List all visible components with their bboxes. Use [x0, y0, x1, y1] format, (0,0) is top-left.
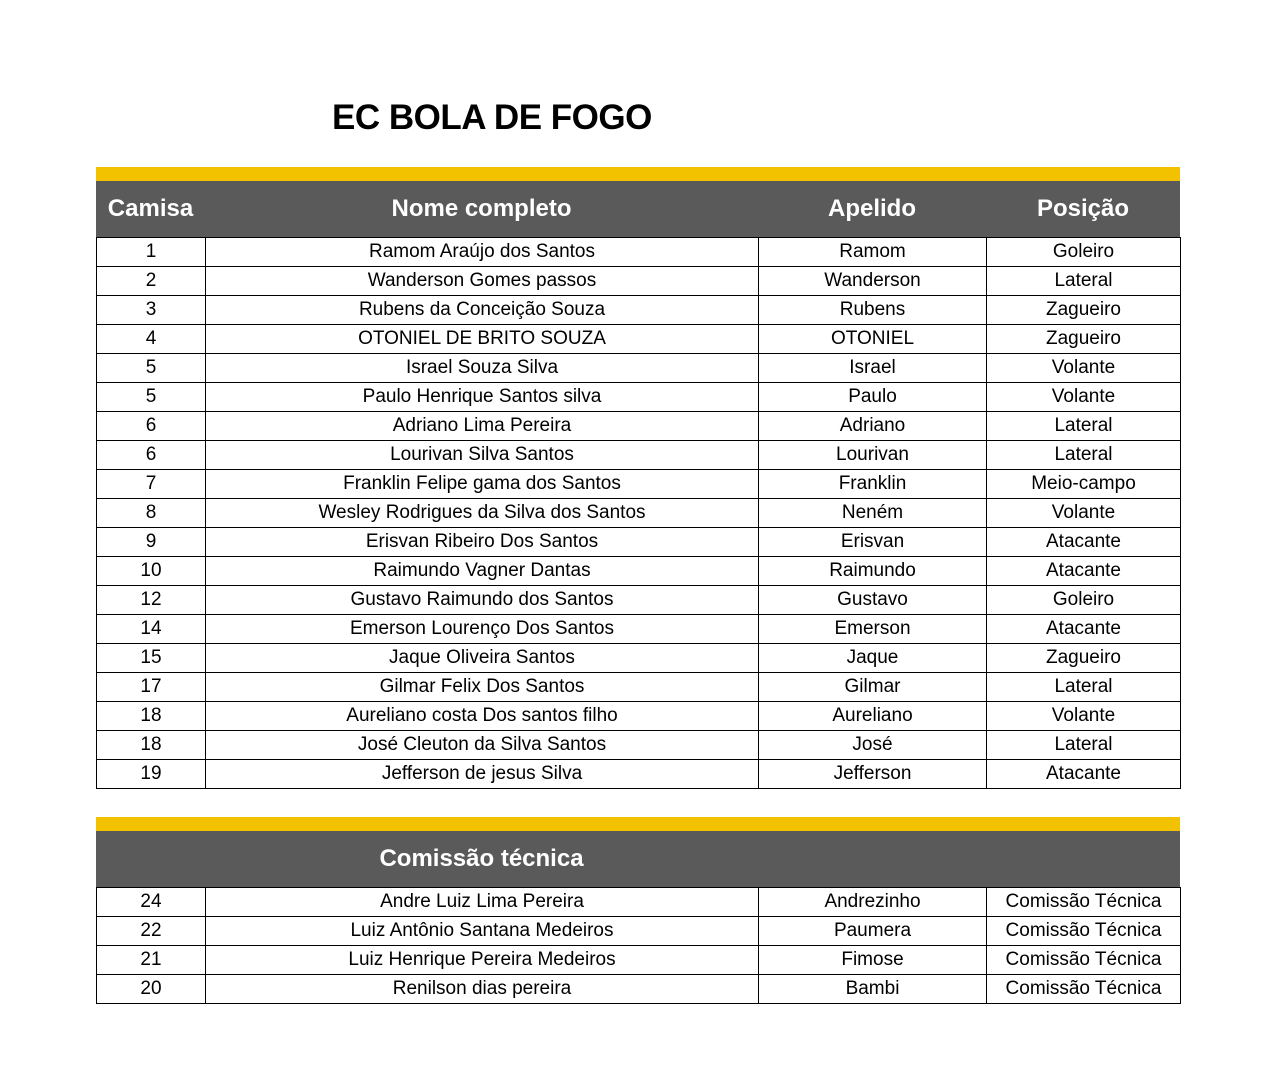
cell-nome: OTONIEL DE BRITO SOUZA [206, 325, 759, 354]
cell-nome: Israel Souza Silva [206, 354, 759, 383]
table-row [97, 644, 1181, 673]
cell-camisa: 21 [97, 946, 206, 975]
header-posicao: Posição [1036, 195, 1130, 222]
cell-camisa: 17 [97, 673, 206, 702]
cell-posicao: Lateral [987, 673, 1181, 702]
cell-nome: Gustavo Raimundo dos Santos [206, 586, 759, 615]
cell-nome: Paulo Henrique Santos silva [206, 383, 759, 412]
cell-nome: Andre Luiz Lima Pereira [206, 888, 759, 917]
cell-apelido: Bambi [759, 975, 987, 1004]
cell-posicao: Zagueiro [987, 644, 1181, 673]
cell-apelido: Paumera [759, 917, 987, 946]
cell-posicao: Atacante [987, 557, 1181, 586]
players-header-row [96, 181, 1180, 237]
table-row [97, 470, 1181, 499]
cell-posicao: Volante [987, 383, 1181, 412]
header-apelido: Apelido [828, 195, 916, 222]
cell-camisa: 22 [97, 917, 206, 946]
cell-nome: Adriano Lima Pereira [206, 412, 759, 441]
cell-camisa: 6 [97, 441, 206, 470]
table-row [97, 412, 1181, 441]
table-row [97, 238, 1181, 267]
cell-camisa: 2 [97, 267, 206, 296]
cell-nome: Raimundo Vagner Dantas [206, 557, 759, 586]
cell-apelido: Neném [759, 499, 987, 528]
cell-nome: Jefferson de jesus Silva [206, 760, 759, 789]
cell-apelido: OTONIEL [759, 325, 987, 354]
table-row [97, 917, 1181, 946]
cell-apelido: Lourivan [759, 441, 987, 470]
cell-apelido: Aureliano [759, 702, 987, 731]
cell-nome: Lourivan Silva Santos [206, 441, 759, 470]
cell-posicao: Goleiro [987, 586, 1181, 615]
cell-nome: Renilson dias pereira [206, 975, 759, 1004]
header-nome: Nome completo [391, 195, 572, 222]
table-row [97, 267, 1181, 296]
cell-nome: Rubens da Conceição Souza [206, 296, 759, 325]
cell-posicao: Goleiro [987, 238, 1181, 267]
cell-apelido: Rubens [759, 296, 987, 325]
cell-posicao: Atacante [987, 615, 1181, 644]
cell-camisa: 8 [97, 499, 206, 528]
table-row [97, 383, 1181, 412]
table-row [97, 499, 1181, 528]
cell-camisa: 6 [97, 412, 206, 441]
table-row [97, 731, 1181, 760]
cell-apelido: Paulo [759, 383, 987, 412]
cell-apelido: Fimose [759, 946, 987, 975]
accent-bar [96, 167, 1180, 181]
cell-apelido: Wanderson [759, 267, 987, 296]
players-section [96, 167, 1180, 789]
cell-nome: Gilmar Felix Dos Santos [206, 673, 759, 702]
cell-camisa: 19 [97, 760, 206, 789]
table-row [97, 354, 1181, 383]
header-camisa: Camisa [107, 195, 194, 222]
cell-posicao: Comissão Técnica [987, 946, 1181, 975]
table-row [97, 528, 1181, 557]
staff-section [96, 817, 1180, 1004]
cell-posicao: Comissão Técnica [987, 888, 1181, 917]
cell-nome: Luiz Henrique Pereira Medeiros [206, 946, 759, 975]
cell-apelido: Gilmar [759, 673, 987, 702]
cell-camisa: 18 [97, 702, 206, 731]
cell-nome: Aureliano costa Dos santos filho [206, 702, 759, 731]
table-row [97, 946, 1181, 975]
cell-posicao: Lateral [987, 412, 1181, 441]
cell-posicao: Lateral [987, 731, 1181, 760]
cell-camisa: 5 [97, 383, 206, 412]
table-row [97, 615, 1181, 644]
cell-camisa: 4 [97, 325, 206, 354]
cell-apelido: Israel [759, 354, 987, 383]
cell-nome: Wanderson Gomes passos [206, 267, 759, 296]
cell-nome: José Cleuton da Silva Santos [206, 731, 759, 760]
table-row [97, 586, 1181, 615]
cell-posicao: Atacante [987, 760, 1181, 789]
table-row [97, 702, 1181, 731]
staff-header-row [96, 831, 1180, 887]
cell-posicao: Volante [987, 702, 1181, 731]
players-table [96, 237, 1181, 789]
table-row [97, 441, 1181, 470]
cell-nome: Wesley Rodrigues da Silva dos Santos [206, 499, 759, 528]
staff-title: Comissão técnica [379, 845, 584, 872]
cell-posicao: Lateral [987, 441, 1181, 470]
cell-nome: Jaque Oliveira Santos [206, 644, 759, 673]
cell-posicao: Lateral [987, 267, 1181, 296]
cell-camisa: 1 [97, 238, 206, 267]
cell-apelido: Raimundo [759, 557, 987, 586]
table-row [97, 888, 1181, 917]
table-row [97, 975, 1181, 1004]
table-row [97, 673, 1181, 702]
cell-camisa: 18 [97, 731, 206, 760]
accent-bar [96, 817, 1180, 831]
cell-posicao: Zagueiro [987, 325, 1181, 354]
cell-posicao: Atacante [987, 528, 1181, 557]
cell-camisa: 14 [97, 615, 206, 644]
cell-camisa: 24 [97, 888, 206, 917]
table-row [97, 325, 1181, 354]
cell-apelido: José [759, 731, 987, 760]
cell-posicao: Volante [987, 354, 1181, 383]
cell-nome: Ramom Araújo dos Santos [206, 238, 759, 267]
table-row [97, 296, 1181, 325]
cell-camisa: 9 [97, 528, 206, 557]
cell-camisa: 15 [97, 644, 206, 673]
cell-apelido: Adriano [759, 412, 987, 441]
cell-posicao: Comissão Técnica [987, 975, 1181, 1004]
cell-posicao: Comissão Técnica [987, 917, 1181, 946]
cell-camisa: 12 [97, 586, 206, 615]
cell-posicao: Meio-campo [987, 470, 1181, 499]
cell-camisa: 20 [97, 975, 206, 1004]
staff-table [96, 887, 1181, 1004]
cell-apelido: Jefferson [759, 760, 987, 789]
cell-camisa: 3 [97, 296, 206, 325]
cell-camisa: 5 [97, 354, 206, 383]
cell-apelido: Andrezinho [759, 888, 987, 917]
cell-nome: Erisvan Ribeiro Dos Santos [206, 528, 759, 557]
cell-apelido: Gustavo [759, 586, 987, 615]
cell-nome: Franklin Felipe gama dos Santos [206, 470, 759, 499]
cell-nome: Emerson Lourenço Dos Santos [206, 615, 759, 644]
cell-posicao: Zagueiro [987, 296, 1181, 325]
cell-camisa: 7 [97, 470, 206, 499]
cell-apelido: Franklin [759, 470, 987, 499]
table-row [97, 760, 1181, 789]
table-row [97, 557, 1181, 586]
cell-apelido: Jaque [759, 644, 987, 673]
cell-apelido: Erisvan [759, 528, 987, 557]
cell-posicao: Volante [987, 499, 1181, 528]
cell-apelido: Ramom [759, 238, 987, 267]
page-title: EC BOLA DE FOGO [332, 98, 652, 137]
cell-apelido: Emerson [759, 615, 987, 644]
cell-camisa: 10 [97, 557, 206, 586]
cell-nome: Luiz Antônio Santana Medeiros [206, 917, 759, 946]
